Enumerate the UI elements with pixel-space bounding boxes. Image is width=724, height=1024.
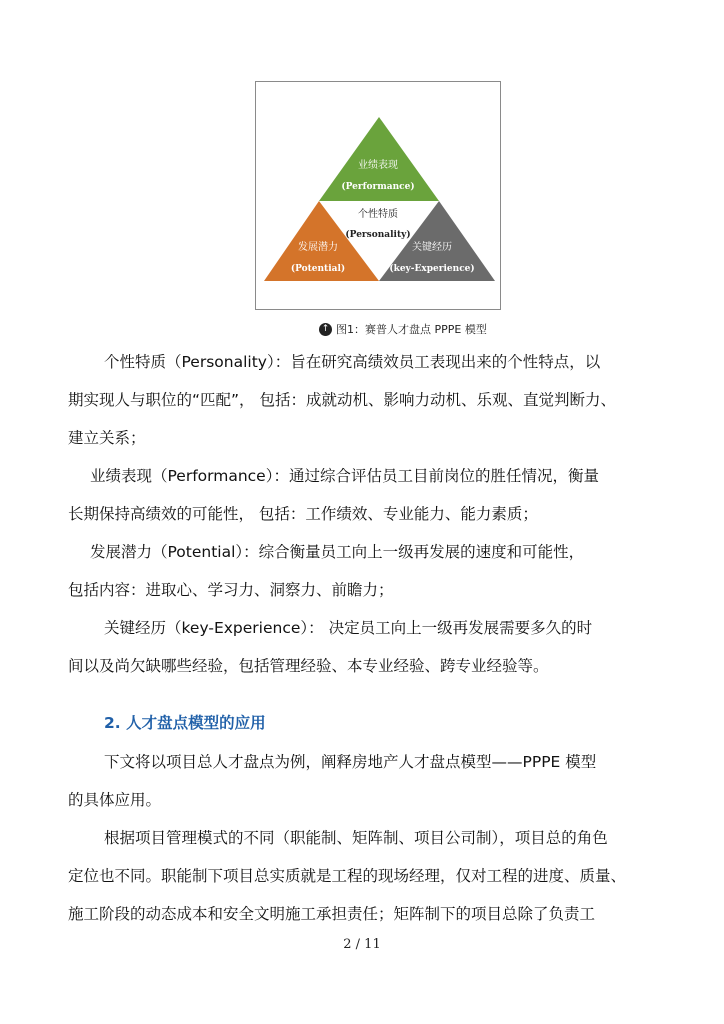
- paragraph-line: 关键经历（key-Experience）： 决定员工向上一级再发展需要多久的时: [104, 619, 593, 637]
- up-arrow-circle-icon: ↑: [319, 323, 332, 336]
- paragraph-line: 期实现人与职位的“匹配”， 包括：成就动机、影响力动机、乐观、直觉判断力、: [68, 391, 616, 409]
- paragraph-line: 定位也不同。职能制下项目总实质就是工程的现场经理，仅对工程的进度、质量、: [68, 867, 627, 885]
- paragraph-line: 包括内容：进取心、学习力、洞察力、前瞻力；: [68, 581, 394, 599]
- paragraph-line: 业绩表现（Performance）：通过综合评估员工目前岗位的胜任情况，衡量: [90, 467, 599, 485]
- experience-title: 关键经历: [412, 242, 452, 253]
- paragraph-line: 长期保持高绩效的可能性， 包括：工作绩效、专业能力、能力素质；: [68, 505, 538, 523]
- potential-title: 发展潜力: [298, 242, 338, 253]
- paragraph-line: 个性特质（Personality）：旨在研究高绩效员工表现出来的个性特点，以: [104, 353, 601, 371]
- performance-title: 业绩表现: [358, 160, 398, 171]
- paragraph-line: 间以及尚欠缺哪些经验，包括管理经验、本专业经验、跨专业经验等。: [68, 657, 549, 675]
- paragraph-line: 建立关系；: [68, 429, 146, 447]
- figure-caption: [319, 320, 487, 338]
- paragraph-line: 发展潜力（Potential）：综合衡量员工向上一级再发展的速度和可能性，: [90, 543, 585, 561]
- paragraph-line: 根据项目管理模式的不同（职能制、矩阵制、项目公司制），项目总的角色: [104, 829, 608, 847]
- section-heading: 2. 人才盘点模型的应用: [104, 714, 266, 732]
- page-number: 2 / 11: [343, 937, 381, 952]
- caption-text: 图1：赛普人才盘点 PPPE 模型: [336, 323, 487, 336]
- performance-en: (Performance): [341, 182, 415, 192]
- paragraph-line: 下文将以项目总人才盘点为例，阐释房地产人才盘点模型——PPPE 模型: [104, 753, 597, 771]
- potential-en: (Potential): [290, 264, 346, 274]
- experience-en: (key-Experience): [389, 264, 475, 274]
- paragraph-line: 施工阶段的动态成本和安全文明施工承担责任；矩阵制下的项目总除了负责工: [68, 905, 596, 923]
- personality-en: (Personality): [345, 230, 411, 240]
- pppe-triangle-diagram: [256, 82, 502, 311]
- paragraph-line: 的具体应用。: [68, 791, 162, 809]
- personality-title: 个性特质: [358, 209, 398, 220]
- pppe-model-figure: [255, 81, 501, 310]
